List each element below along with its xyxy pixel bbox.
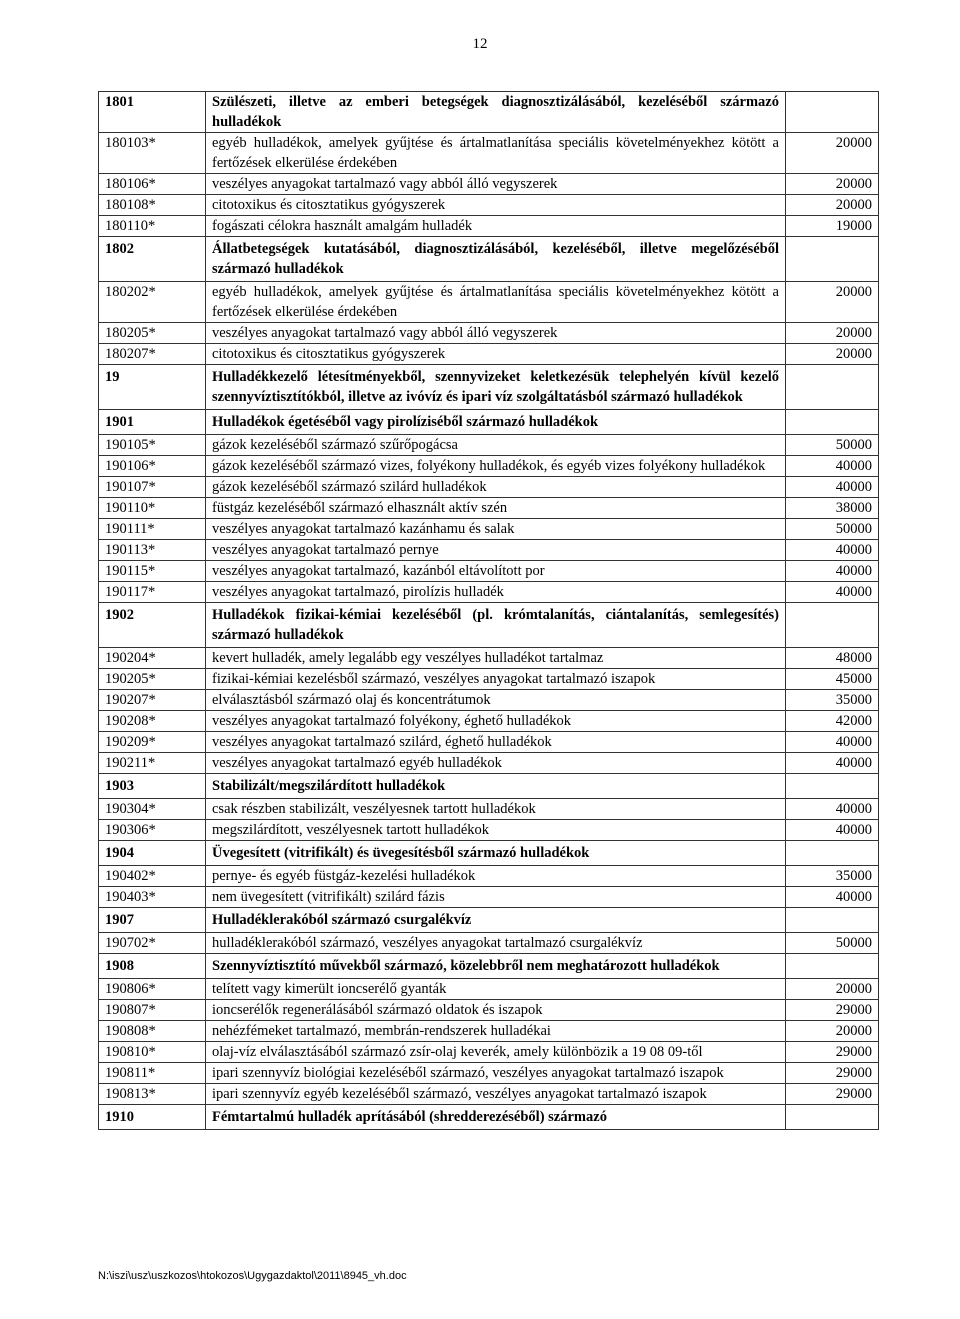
table-group-row — [99, 237, 879, 282]
waste-description-cell: gázok kezeléséből származó szűrőpogácsa — [206, 435, 786, 456]
table-row — [99, 979, 879, 1000]
table-group-row — [99, 908, 879, 933]
waste-code-cell: 1904 — [99, 841, 206, 866]
quantity-cell: 20000 — [786, 282, 879, 323]
table-row — [99, 1021, 879, 1042]
waste-code-cell: 180103* — [99, 133, 206, 174]
waste-description-cell: Hulladékok fizikai-kémiai kezeléséből (pl. krómtalanítás, ciántalanítás, semlegesítés) származó hulladékok — [206, 603, 786, 648]
waste-description-cell: egyéb hulladékok, amelyek gyűjtése és ártalmatlanítása speciális követelményekhez kötött a fertőzések elkerülése érdekében — [206, 282, 786, 323]
waste-description-cell: telített vagy kimerült ioncserélő gyanták — [206, 979, 786, 1000]
table-row — [99, 323, 879, 344]
waste-code-cell: 1802 — [99, 237, 206, 282]
table-group-row — [99, 1105, 879, 1130]
waste-code-cell: 190813* — [99, 1084, 206, 1105]
waste-code-cell: 190806* — [99, 979, 206, 1000]
table-row — [99, 732, 879, 753]
waste-code-cell: 1903 — [99, 774, 206, 799]
table-group-row — [99, 365, 879, 410]
waste-code-cell: 190115* — [99, 561, 206, 582]
quantity-cell — [786, 774, 879, 799]
quantity-cell: 40000 — [786, 561, 879, 582]
quantity-cell: 20000 — [786, 323, 879, 344]
waste-code-cell: 190306* — [99, 820, 206, 841]
waste-description-cell: megszilárdított, veszélyesnek tartott hulladékok — [206, 820, 786, 841]
table-row — [99, 477, 879, 498]
waste-code-cell: 180205* — [99, 323, 206, 344]
waste-code-cell: 190106* — [99, 456, 206, 477]
page-number: 12 — [472, 36, 488, 52]
quantity-cell: 19000 — [786, 216, 879, 237]
quantity-cell: 40000 — [786, 477, 879, 498]
waste-description-cell: ipari szennyvíz biológiai kezeléséből származó, veszélyes anyagokat tartalmazó iszapok — [206, 1063, 786, 1084]
waste-code-cell: 190211* — [99, 753, 206, 774]
waste-description-cell: nehézfémeket tartalmazó, membrán-rendszerek hulladékai — [206, 1021, 786, 1042]
waste-code-cell: 180207* — [99, 344, 206, 365]
waste-description-cell: ioncserélők regenerálásából származó oldatok és iszapok — [206, 1000, 786, 1021]
waste-description-cell: veszélyes anyagokat tartalmazó folyékony, éghető hulladékok — [206, 711, 786, 732]
quantity-cell: 20000 — [786, 344, 879, 365]
table-row — [99, 753, 879, 774]
waste-code-cell: 190105* — [99, 435, 206, 456]
waste-description-cell: veszélyes anyagokat tartalmazó egyéb hulladékok — [206, 753, 786, 774]
quantity-cell: 40000 — [786, 456, 879, 477]
table-row — [99, 1042, 879, 1063]
quantity-cell — [786, 410, 879, 435]
waste-description-cell: Stabilizált/megszilárdított hulladékok — [206, 774, 786, 799]
waste-code-cell: 180106* — [99, 174, 206, 195]
quantity-cell: 29000 — [786, 1084, 879, 1105]
waste-code-cell: 190117* — [99, 582, 206, 603]
waste-description-cell: Hulladéklerakóból származó csurgalékvíz — [206, 908, 786, 933]
waste-description-cell: fizikai-kémiai kezelésből származó, veszélyes anyagokat tartalmazó iszapok — [206, 669, 786, 690]
waste-code-cell: 190304* — [99, 799, 206, 820]
waste-code-cell: 19 — [99, 365, 206, 410]
waste-code-cell: 1901 — [99, 410, 206, 435]
waste-description-cell: Szülészeti, illetve az emberi betegségek diagnosztizálásából, kezeléséből származó hulladékok — [206, 92, 786, 133]
waste-description-cell: Üvegesített (vitrifikált) és üvegesítésből származó hulladékok — [206, 841, 786, 866]
table-row — [99, 456, 879, 477]
waste-code-cell: 1902 — [99, 603, 206, 648]
quantity-cell: 50000 — [786, 519, 879, 540]
footer-file-path: N:\iszi\usz\uszkozos\htokozos\Ugygazdaktol\2011\8945_vh.doc — [98, 1270, 407, 1282]
waste-description-cell: veszélyes anyagokat tartalmazó szilárd, éghető hulladékok — [206, 732, 786, 753]
table-row — [99, 498, 879, 519]
waste-code-cell: 190205* — [99, 669, 206, 690]
table-row — [99, 540, 879, 561]
waste-description-cell: kevert hulladék, amely legalább egy veszélyes hulladékot tartalmaz — [206, 648, 786, 669]
quantity-cell — [786, 954, 879, 979]
waste-description-cell: gázok kezeléséből származó vizes, folyékony hulladékok, és egyéb vizes folyékony hulladékok — [206, 456, 786, 477]
quantity-cell — [786, 603, 879, 648]
waste-description-cell: Hulladékkezelő létesítményekből, szennyvizeket keletkezésük telephelyén kívül kezelő szennyvíztisztítókból, illetve az ivóvíz és ipari víz szolgáltatásból származó hulladékok — [206, 365, 786, 410]
waste-description-cell: citotoxikus és citosztatikus gyógyszerek — [206, 195, 786, 216]
quantity-cell: 40000 — [786, 582, 879, 603]
table-row — [99, 933, 879, 954]
table-group-row — [99, 92, 879, 133]
quantity-cell: 29000 — [786, 1000, 879, 1021]
waste-code-cell: 1907 — [99, 908, 206, 933]
quantity-cell: 40000 — [786, 799, 879, 820]
waste-description-cell: veszélyes anyagokat tartalmazó pernye — [206, 540, 786, 561]
quantity-cell: 35000 — [786, 690, 879, 711]
waste-code-cell: 190810* — [99, 1042, 206, 1063]
waste-description-cell: veszélyes anyagokat tartalmazó, pirolízis hulladék — [206, 582, 786, 603]
table-row — [99, 1063, 879, 1084]
quantity-cell: 40000 — [786, 753, 879, 774]
waste-description-cell: veszélyes anyagokat tartalmazó kazánhamu és salak — [206, 519, 786, 540]
table-row — [99, 711, 879, 732]
waste-description-cell: Hulladékok égetéséből vagy pirolíziséből származó hulladékok — [206, 410, 786, 435]
waste-description-cell: citotoxikus és citosztatikus gyógyszerek — [206, 344, 786, 365]
waste-description-cell: ipari szennyvíz egyéb kezeléséből származó, veszélyes anyagokat tartalmazó iszapok — [206, 1084, 786, 1105]
waste-description-cell: veszélyes anyagokat tartalmazó vagy abból álló vegyszerek — [206, 323, 786, 344]
quantity-cell: 40000 — [786, 732, 879, 753]
waste-code-cell: 190402* — [99, 866, 206, 887]
quantity-cell: 20000 — [786, 1021, 879, 1042]
waste-code-cell: 190113* — [99, 540, 206, 561]
table-row — [99, 866, 879, 887]
waste-description-cell: nem üvegesített (vitrifikált) szilárd fázis — [206, 887, 786, 908]
table-group-row — [99, 603, 879, 648]
waste-code-cell: 190403* — [99, 887, 206, 908]
waste-description-cell: csak részben stabilizált, veszélyesnek tartott hulladékok — [206, 799, 786, 820]
quantity-cell: 20000 — [786, 979, 879, 1000]
waste-description-cell: fogászati célokra használt amalgám hulladék — [206, 216, 786, 237]
table-row — [99, 1084, 879, 1105]
quantity-cell: 20000 — [786, 174, 879, 195]
table-row — [99, 133, 879, 174]
waste-description-cell: olaj-víz elválasztásából származó zsír-olaj keverék, amely különbözik a 19 08 09-től — [206, 1042, 786, 1063]
waste-code-cell: 180110* — [99, 216, 206, 237]
table-row — [99, 799, 879, 820]
quantity-cell: 29000 — [786, 1042, 879, 1063]
table-row — [99, 561, 879, 582]
table-group-row — [99, 410, 879, 435]
quantity-cell — [786, 841, 879, 866]
quantity-cell: 40000 — [786, 820, 879, 841]
waste-description-cell: Állatbetegségek kutatásából, diagnosztizálásából, kezeléséből, illetve megelőzéséből származó hulladékok — [206, 237, 786, 282]
waste-code-cell: 190107* — [99, 477, 206, 498]
quantity-cell: 29000 — [786, 1063, 879, 1084]
quantity-cell: 42000 — [786, 711, 879, 732]
quantity-cell — [786, 1105, 879, 1130]
waste-code-cell: 1910 — [99, 1105, 206, 1130]
table-row — [99, 174, 879, 195]
waste-code-cell: 190207* — [99, 690, 206, 711]
waste-description-cell: veszélyes anyagokat tartalmazó, kazánból eltávolított por — [206, 561, 786, 582]
quantity-cell — [786, 92, 879, 133]
quantity-cell — [786, 365, 879, 410]
waste-code-cell: 190111* — [99, 519, 206, 540]
waste-code-cell: 190702* — [99, 933, 206, 954]
table-row — [99, 582, 879, 603]
quantity-cell: 35000 — [786, 866, 879, 887]
waste-description-cell: füstgáz kezeléséből származó elhasznált aktív szén — [206, 498, 786, 519]
table-row — [99, 820, 879, 841]
waste-code-cell: 1801 — [99, 92, 206, 133]
quantity-cell: 38000 — [786, 498, 879, 519]
table-row — [99, 216, 879, 237]
quantity-cell: 50000 — [786, 933, 879, 954]
table-row — [99, 519, 879, 540]
table-group-row — [99, 774, 879, 799]
table-row — [99, 1000, 879, 1021]
waste-code-cell: 180108* — [99, 195, 206, 216]
quantity-cell: 20000 — [786, 195, 879, 216]
waste-description-cell: hulladéklerakóból származó, veszélyes anyagokat tartalmazó csurgalékvíz — [206, 933, 786, 954]
waste-description-cell: egyéb hulladékok, amelyek gyűjtése és ártalmatlanítása speciális követelményekhez kötött a fertőzések elkerülése érdekében — [206, 133, 786, 174]
quantity-cell — [786, 237, 879, 282]
table-row — [99, 344, 879, 365]
waste-description-cell: veszélyes anyagokat tartalmazó vagy abból álló vegyszerek — [206, 174, 786, 195]
table-group-row — [99, 954, 879, 979]
quantity-cell: 40000 — [786, 540, 879, 561]
waste-description-cell: pernye- és egyéb füstgáz-kezelési hulladékok — [206, 866, 786, 887]
table-row — [99, 669, 879, 690]
quantity-cell — [786, 908, 879, 933]
quantity-cell: 20000 — [786, 133, 879, 174]
table-row — [99, 195, 879, 216]
table-group-row — [99, 841, 879, 866]
waste-code-cell: 190811* — [99, 1063, 206, 1084]
waste-code-cell: 190807* — [99, 1000, 206, 1021]
table-row — [99, 282, 879, 323]
waste-code-table — [98, 91, 879, 1130]
waste-description-cell: elválasztásból származó olaj és koncentrátumok — [206, 690, 786, 711]
quantity-cell: 40000 — [786, 887, 879, 908]
table-row — [99, 435, 879, 456]
waste-description-cell: Fémtartalmú hulladék aprításából (shredderezéséből) származó — [206, 1105, 786, 1130]
waste-code-cell: 190808* — [99, 1021, 206, 1042]
waste-description-cell: gázok kezeléséből származó szilárd hulladékok — [206, 477, 786, 498]
waste-code-cell: 190208* — [99, 711, 206, 732]
waste-description-cell: Szennyvíztisztító művekből származó, közelebbről nem meghatározott hulladékok — [206, 954, 786, 979]
quantity-cell: 50000 — [786, 435, 879, 456]
waste-code-cell: 190209* — [99, 732, 206, 753]
waste-code-cell: 1908 — [99, 954, 206, 979]
table-row — [99, 690, 879, 711]
waste-code-cell: 190204* — [99, 648, 206, 669]
table-body — [99, 92, 879, 1130]
table-row — [99, 887, 879, 908]
waste-code-cell: 180202* — [99, 282, 206, 323]
quantity-cell: 45000 — [786, 669, 879, 690]
table-row — [99, 648, 879, 669]
waste-code-cell: 190110* — [99, 498, 206, 519]
quantity-cell: 48000 — [786, 648, 879, 669]
